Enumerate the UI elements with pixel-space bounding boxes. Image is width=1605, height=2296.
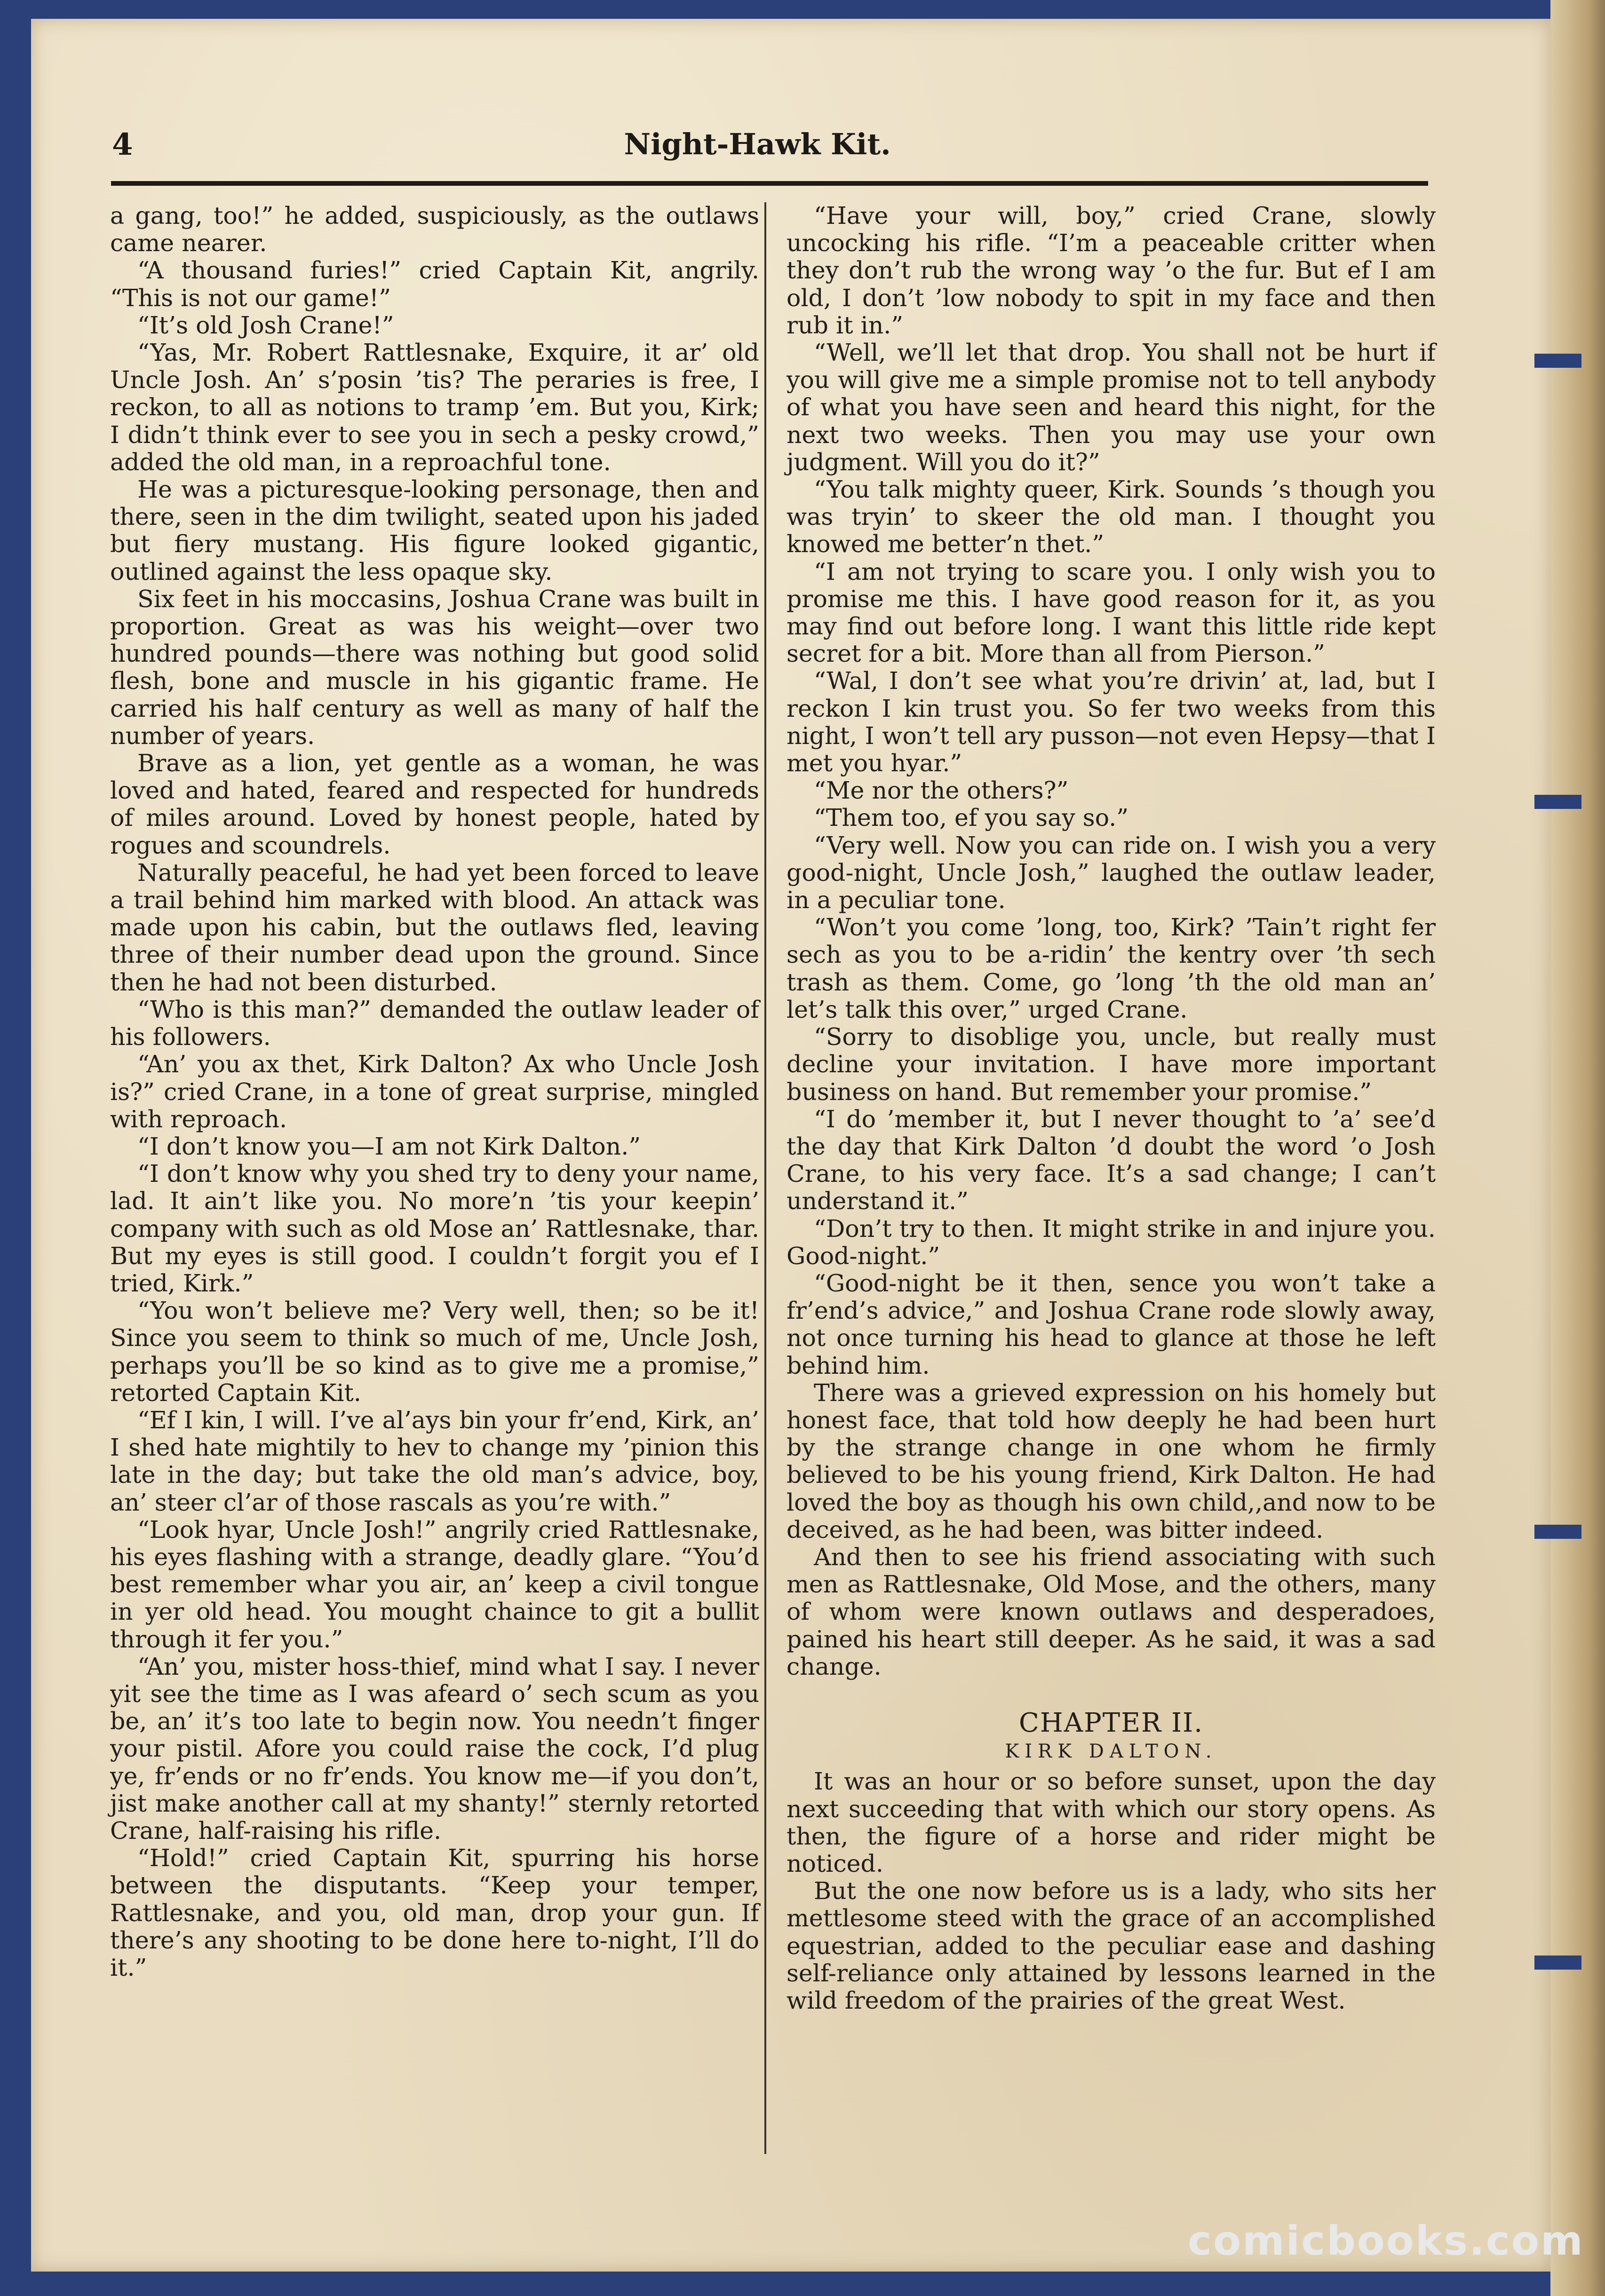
right-column-text <box>787 202 1436 1680</box>
paragraph: “Well, we’ll let that drop. You shall not be hurt if you will give me a simple promise not to tell anybody of what you have seen and heard this night, for the next two weeks. Then you may use your own judgment. Will you do it?” <box>787 339 1436 476</box>
paragraph: “Sorry to disoblige you, uncle, but really must decline your invitation. I have more important business on hand. But remember your promise.” <box>787 1023 1436 1106</box>
paragraph: “Wal, I don’t see what you’re drivin’ at, lad, but I reckon I kin trust you. So fer two weeks from this night, I won’t tell ary pusson—not even Hepsy—that I met you hyar.” <box>787 667 1436 777</box>
paragraph: Six feet in his moccasins, Joshua Crane was built in proportion. Great as was his weight—over two hundred pounds—there was nothing but good solid flesh, bone and muscle in his gigantic frame. He carried his half century as well as many of half the number of years. <box>110 585 759 750</box>
paragraph: He was a picturesque-looking personage, then and there, seen in the dim twilight, seated upon his jaded but fiery mustang. His figure looked gigantic, outlined against the less opaque sky. <box>110 475 759 586</box>
left-column <box>110 202 759 1981</box>
chapter-subheading: KIRK DALTON. <box>1005 1741 1217 1763</box>
paragraph: “Have your will, boy,” cried Crane, slowly uncocking his rifle. “I’m a peaceable critter when they don’t rub the wrong way ’o the fur. But ef I am old, I don’t ’low nobody to spit in my face and then rub it in.” <box>787 202 1436 339</box>
paragraph: “You talk mighty queer, Kirk. Sounds ’s though you was tryin’ to skeer the old man. I thought you knowed me better’n thet.” <box>787 475 1436 558</box>
paragraph: “Don’t try to then. It might strike in and injure you. Good-night.” <box>787 1214 1436 1270</box>
header-rule <box>111 181 1428 186</box>
paragraph: But the one now before us is a lady, who sits her mettlesome steed with the grace of an accomplished equestrian, added to the peculiar ease and dashing self-reliance only attained by lessons learned in the wild freedom of the prairies of the great West. <box>787 1877 1436 2014</box>
running-title: Night-Hawk Kit. <box>624 127 891 161</box>
page-edge-tear <box>1534 354 1581 368</box>
column-divider <box>764 202 766 2154</box>
paragraph: There was a grieved expression on his homely but honest face, that told how deeply he had been hurt by the strange change in one whom he firmly believed to be his young friend, Kirk Dalton. He had loved the boy as though his own child,,and now to be deceived, as he had been, was bitter indeed. <box>787 1378 1436 1544</box>
page-header <box>80 127 1435 174</box>
paragraph: “A thousand furies!” cried Captain Kit, angrily. “This is not our game!” <box>110 256 759 312</box>
paragraph: It was an hour or so before sunset, upon the day next succeeding that with which our story opens. As then, the figure of a horse and rider might be noticed. <box>787 1767 1436 1877</box>
paragraph: “Ef I kin, I will. I’ve al’ays bin your fr’end, Kirk, an’ I shed hate mightily to hev to change my ’pinion this late in the day; but take the old man’s advice, boy, an’ steer cl’ar of those rascals as you’re with.” <box>110 1406 759 1516</box>
paragraph: “Very well. Now you can ride on. I wish you a very good-night, Uncle Josh,” laughed the outlaw leader, in a peculiar tone. <box>787 831 1436 914</box>
paragraph: “Who is this man?” demanded the outlaw leader of his followers. <box>110 995 759 1051</box>
paragraph: “Hold!” cried Captain Kit, spurring his horse between the disputants. “Keep your temper, Rattlesnake, and you, old man, drop your gun. If there’s any shooting to be done here to-night, I’ll do it.” <box>110 1844 759 1981</box>
watermark: comicbooks.com <box>1188 2217 1584 2264</box>
page-edge-tear <box>1534 1525 1581 1539</box>
chapter-heading: CHAPTER II. <box>1018 1707 1204 1738</box>
paragraph: a gang, too!” he added, suspiciously, as the outlaws came nearer. <box>110 202 759 257</box>
paragraph: “Them too, ef you say so.” <box>814 804 1129 832</box>
paragraph: “Me nor the others?” <box>814 776 1069 805</box>
paragraph: “You won’t believe me? Very well, then; so be it! Since you seem to think so much of me, Uncle Josh, perhaps you’ll be so kind as to give me a promise,” retorted Captain Kit. <box>110 1297 759 1407</box>
paragraph: “I am not trying to scare you. I only wish you to promise me this. I have good reason for it, as you may find out before long. I want this little ride kept secret for a bit. More than all from Pierson.” <box>787 557 1436 668</box>
paragraph: “An’ you ax thet, Kirk Dalton? Ax who Uncle Josh is?” cried Crane, in a tone of great surprise, mingled with reproach. <box>110 1050 759 1133</box>
page-number: 4 <box>112 127 133 162</box>
paragraph: “Yas, Mr. Robert Rattlesnake, Exquire, it ar’ old Uncle Josh. An’ s’posin ’tis? The peraries is free, I reckon, to all as notions to tramp ’em. But you, Kirk; I didn’t think ever to see you in sech a pesky crowd,” added the old man, in a reproachful tone. <box>110 339 759 476</box>
paragraph: Brave as a lion, yet gentle as a woman, he was loved and hated, feared and respected for hundreds of miles around. Loved by honest people, hated by rogues and scoundrels. <box>110 749 759 859</box>
paragraph: “I don’t know why you shed try to deny your name, lad. It ain’t like you. No more’n ’tis your keepin’ company with such as old Mose an’ Rattlesnake, thar. But my eyes is still good. I couldn’t forgit you ef I tried, Kirk.” <box>110 1160 759 1297</box>
chapter-body <box>787 1768 1436 2014</box>
paragraph: “I don’t know you—I am not Kirk Dalton.” <box>137 1132 641 1160</box>
paragraph: “An’ you, mister hoss-thief, mind what I say. I never yit see the time as I was afeard o’ sech scum as you be, an’ it’s too late to begin now. You needn’t finger your pistil. Afore you could raise the cock, I’d plug ye, fr’ends or no fr’ends. You know me—if you don’t, jist make another call at my shanty!” sternly retorted Crane, half-raising his rifle. <box>110 1652 759 1845</box>
page-edge-tear <box>1534 1956 1581 1970</box>
paragraph: Naturally peaceful, he had yet been forced to leave a trail behind him marked with blood. An attack was made upon his cabin, but the outlaws fled, leaving three of their number dead upon the ground. Since then he had not been disturbed. <box>110 858 759 996</box>
page-edge-tear <box>1534 795 1581 809</box>
binding-spine <box>1550 0 1605 2296</box>
paragraph: “I do ’member it, but I never thought to ’a’ see’d the day that Kirk Dalton ’d doubt the word ’o Josh Crane, to his very face. It’s a sad change; I can’t understand it.” <box>787 1105 1436 1215</box>
paragraph: “It’s old Josh Crane!” <box>137 311 394 339</box>
paragraph: “Good-night be it then, sence you won’t take a fr’end’s advice,” and Joshua Crane rode slowly away, not once turning his head to glance at those he left behind him. <box>787 1269 1436 1379</box>
paragraph: “Look hyar, Uncle Josh!” angrily cried Rattlesnake, his eyes flashing with a strange, deadly glare. “You’d best remember whar you air, an’ keep a civil tongue in yer old head. You mought chaince to git a bullit through it fer you.” <box>110 1515 759 1653</box>
paragraph: And then to see his friend associating with such men as Rattlesnake, Old Mose, and the others, many of whom were known outlaws and desperadoes, pained his heart still deeper. As he said, it was a sad change. <box>787 1543 1436 1680</box>
right-column <box>787 202 1436 2014</box>
paragraph: “Won’t you come ’long, too, Kirk? ’Tain’t right fer sech as you to be a-ridin’ the kentry over ’th sech trash as them. Come, go ’long ’th the old man an’ let’s talk this over,” urged Crane. <box>787 913 1436 1023</box>
